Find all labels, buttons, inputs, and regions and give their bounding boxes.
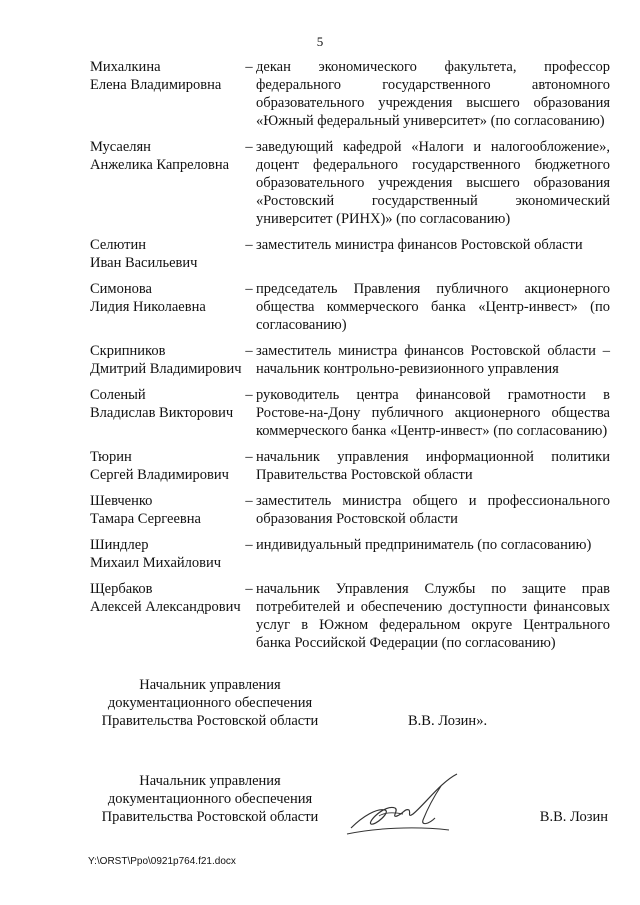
member-given-names: Алексей Александрович: [90, 599, 241, 615]
member-name: [90, 280, 242, 334]
member-entry: [90, 580, 610, 652]
member-name: [90, 448, 242, 484]
member-given-names: Анжелика Капреловна: [90, 157, 230, 173]
commission-members-list: [90, 58, 610, 660]
member-dash: –: [245, 343, 253, 359]
member-name: [90, 492, 242, 528]
member-role: руководитель центра финансовой грамотности в Ростове-на-Дону публичного акционерного общества коммерческого банка «Центр-инвест» (по согласованию): [256, 387, 610, 439]
signatory-name: В.В. Лозин».: [408, 713, 488, 729]
member-surname: Михалкина: [90, 59, 161, 75]
member-entry: [90, 342, 610, 378]
file-path-footer: Y:\ORST\Ppo\0921p764.f21.docx: [88, 856, 236, 867]
member-entry: [90, 58, 610, 130]
signatory-title-line: Правительства Ростовской области: [101, 809, 319, 825]
member-role: заведующий кафедрой «Налоги и налогообложение», доцент федерального государственного бюджетного образовательного учреждения высшего образования «Ростовский государственный экономический университет (РИНХ)» (по согласованию): [256, 139, 610, 227]
signature-block-quoted: [90, 676, 610, 730]
member-dash: –: [245, 449, 253, 465]
member-dash: –: [245, 139, 253, 155]
member-name: [90, 236, 242, 272]
signatory-title: [90, 676, 330, 730]
member-role: заместитель министра финансов Ростовской области – начальник контрольно-ревизионного управления: [256, 343, 610, 377]
member-entry: [90, 280, 610, 334]
member-name: [90, 536, 242, 572]
member-given-names: Тамара Сергеевна: [90, 511, 201, 527]
member-role: председатель Правления публичного акционерного общества коммерческого банка «Центр-инвест» (по согласованию): [256, 281, 610, 333]
member-surname: Соленый: [90, 387, 146, 403]
member-surname: Шиндлер: [90, 537, 149, 553]
member-role: заместитель министра общего и профессионального образования Ростовской области: [256, 493, 610, 527]
signatory-title-line: Начальник управления: [139, 677, 281, 693]
signatory-name: В.В. Лозин: [539, 809, 608, 825]
member-given-names: Михаил Михайлович: [90, 555, 222, 571]
member-surname: Скрипников: [90, 343, 166, 359]
member-given-names: Владислав Викторович: [90, 405, 234, 421]
signature-block-signed: [90, 772, 610, 826]
member-dash: –: [245, 581, 253, 597]
member-surname: Тюрин: [90, 449, 132, 465]
signatory-title: [90, 772, 330, 826]
signatory-title-line: документационного обеспечения: [107, 791, 313, 807]
member-entry: [90, 236, 610, 272]
member-name: [90, 138, 242, 228]
member-name: [90, 386, 242, 440]
member-given-names: Сергей Владимирович: [90, 467, 229, 483]
member-surname: Селютин: [90, 237, 147, 253]
signatory-title-line: Начальник управления: [139, 773, 281, 789]
member-dash: –: [245, 237, 253, 253]
member-surname: Щербаков: [90, 581, 153, 597]
member-given-names: Иван Васильевич: [90, 255, 198, 271]
member-entry: [90, 138, 610, 228]
member-role: индивидуальный предприниматель (по согласованию): [256, 537, 592, 553]
member-dash: –: [245, 59, 253, 75]
member-entry: [90, 386, 610, 440]
member-dash: –: [245, 537, 253, 553]
member-surname: Шевченко: [90, 493, 153, 509]
member-name: [90, 580, 242, 652]
page-number: 5: [316, 34, 324, 49]
member-name: [90, 58, 242, 130]
member-given-names: Елена Владимировна: [90, 77, 222, 93]
member-entry: [90, 448, 610, 484]
member-entry: [90, 536, 610, 572]
member-entry: [90, 492, 610, 528]
member-dash: –: [245, 493, 253, 509]
member-surname: Симонова: [90, 281, 152, 297]
member-dash: –: [245, 387, 253, 403]
member-role: декан экономического факультета, профессор федерального государственного автономного образовательного учреждения высшего образования «Южный федеральный университет» (по согласованию): [256, 59, 610, 129]
member-role: начальник управления информационной политики Правительства Ростовской области: [256, 449, 610, 483]
member-given-names: Лидия Николаевна: [90, 299, 206, 315]
signatory-title-line: Правительства Ростовской области: [101, 713, 319, 729]
member-dash: –: [245, 281, 253, 297]
member-surname: Мусаелян: [90, 139, 151, 155]
member-role: заместитель министра финансов Ростовской области: [256, 237, 583, 253]
member-name: [90, 342, 242, 378]
member-role: начальник Управления Службы по защите прав потребителей и обеспечению доступности финансовых услуг в Южном федеральном округе Центрального банка Российской Федерации (по согласованию): [256, 581, 610, 651]
member-given-names: Дмитрий Владимирович: [90, 361, 242, 377]
signatory-title-line: документационного обеспечения: [107, 695, 313, 711]
